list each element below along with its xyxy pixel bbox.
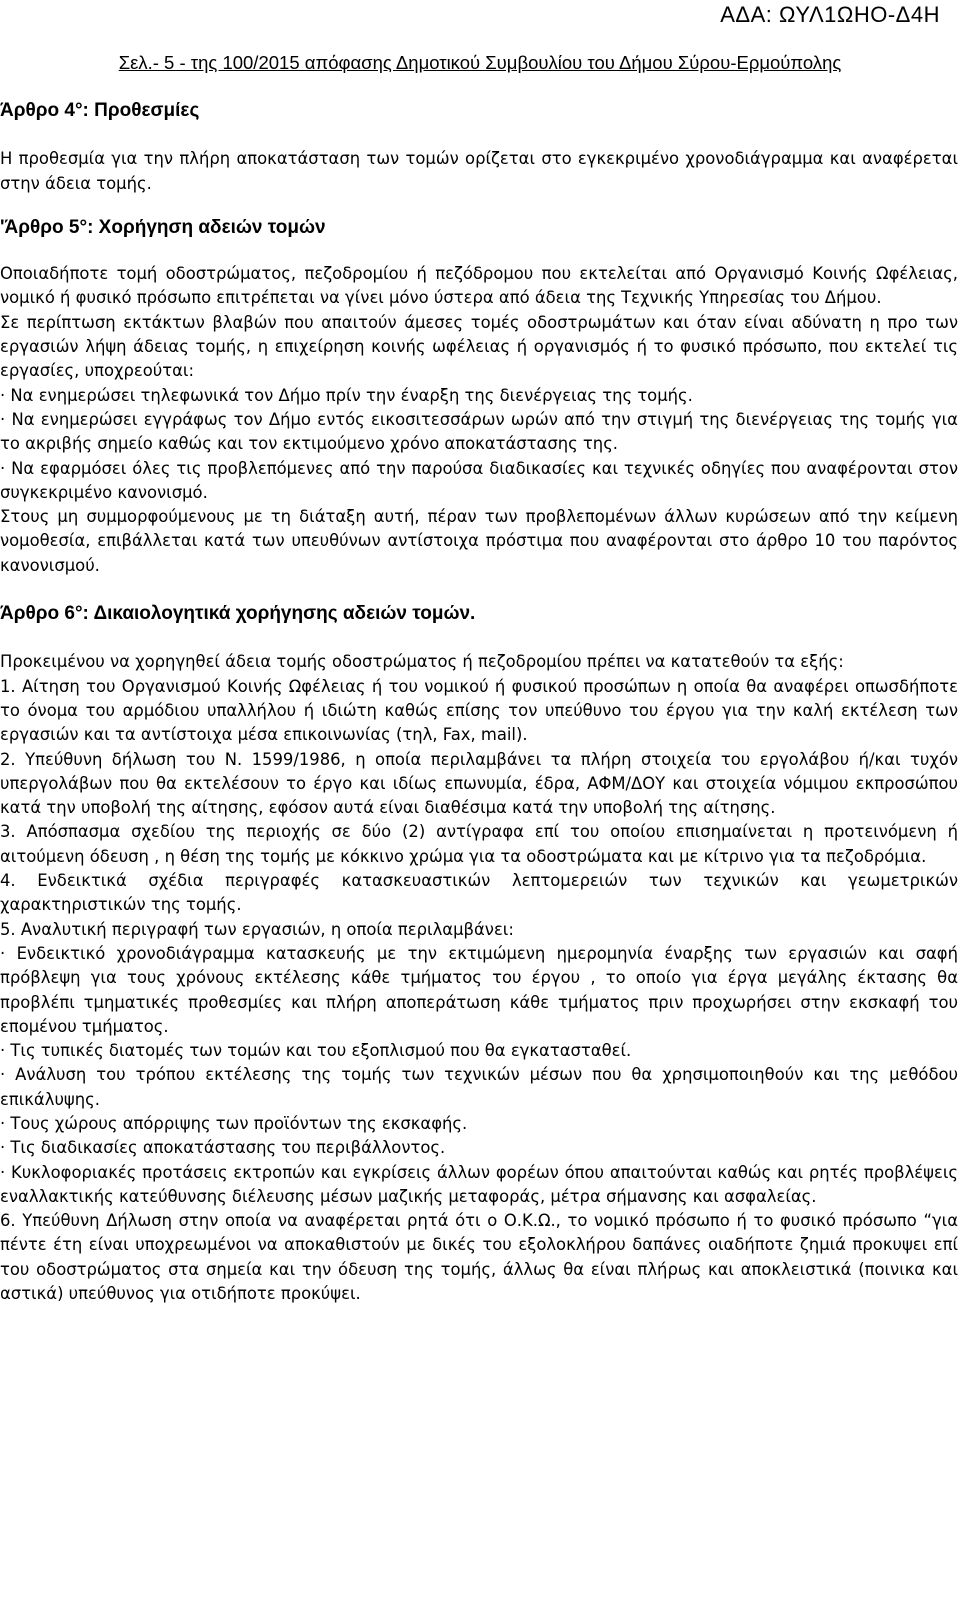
article-6-item-5-bullet-2: · Τις τυπικές διατομές των τομών και του εξοπλισμού που θα εγκατασταθεί. — [0, 1041, 632, 1061]
article-4-title: Άρθρο 4°: Προθεσμίες — [0, 100, 200, 121]
article-6-item-5: 5. Αναλυτική περιγραφή των εργασιών, η οποία περιλαμβάνει: — [0, 919, 514, 939]
article-5-bullet-1: · Να ενημερώσει τηλεφωνικά τον Δήμο πρίν την έναρξη της διενέργειας της τομής. — [0, 385, 693, 405]
article-6-item-5-bullet-3: · Ανάλυση του τρόπου εκτέλεσης της τομής των τεχνικών μέσων που θα χρησιμοποιηθούν και της μεθόδου επικάλυψης. — [0, 1065, 958, 1109]
article-5-title: 'Άρθρο 5°: Χορήγηση αδειών τομών — [0, 216, 326, 238]
article-6-item-4: 4. Ενδεικτικά σχέδια περιγραφές κατασκευαστικών λεπτομερειών των τεχνικών και γεωμετρικών χαρακτηριστικών της τομής. — [0, 871, 958, 915]
article-6-intro: Προκειμένου να χορηγηθεί άδεια τομής οδοστρώματος ή πεζοδρομίου πρέπει να κατατεθούν τα εξής: — [0, 652, 844, 672]
article-5-paragraph-2: Σε περίπτωση εκτάκτων βλαβών που απαιτούν άμεσες τομές οδοστρωμάτων και όταν είναι αδύνατη η προ των εργασιών λήψη άδειας τομής, η επιχείρηση κοινής ωφέλειας ή οργανισμός ή το φυσικό πρόσωπο, που εκτελεί τις εργασίες, υποχρεούται: — [0, 312, 958, 381]
article-4-paragraph: Η προθεσμία για την πλήρη αποκατάσταση των τομών ορίζεται στο εγκεκριμένο χρονοδιάγραμμα και αναφέρεται στην άδεια τομής. — [0, 149, 958, 193]
article-6-title: Άρθρο 6°: Δικαιολογητικά χορήγησης αδειών τομών. — [0, 603, 476, 625]
article-6-item-5-bullet-4: · Τους χώρους απόρριψης των προϊόντων της εκσκαφής. — [0, 1113, 468, 1133]
article-6-item-5-bullet-5: · Τις διαδικασίες αποκατάστασης του περιβάλλοντος. — [0, 1138, 446, 1158]
article-6-item-1: 1. Αίτηση του Οργανισμού Κοινής Ωφέλειας ή του νομικού ή φυσικού προσώπων η οποία θα αναφέρει οπωσδήποτε το όνομα του αρμόδιου υπαλλήλου ή ιδιώτη καθώς επίσης τον υπεύθυνο του έργου για την καλή εκτέλεση των εργασιών και τα αντίστοιχα μέσα επικοινωνίας (τηλ, Fax, mail). — [0, 676, 958, 745]
article-6-item-5-bullet-1: · Ενδεικτικό χρονοδιάγραμμα κατασκευής με την εκτιμώμενη ημερομηνία έναρξης των εργασιών και σαφή πρόβλεψη για τους χρόνους εκτέλεσης κάθε τμήματος του έργου , το οποίο για έργα μεγάλης έκτασης θα προβλέπι τμηματικές προθεσμίες και πλήρη αποπεράτωση κάθε τμήματος πριν προχωρήσει στην εκσκαφή του επομένου τμήματος. — [0, 943, 958, 1036]
article-5-bullet-3: · Να εφαρμόσει όλες τις προβλεπόμενες από την παρούσα διαδικασίες και τεχνικές οδηγίες που αναφέρονται στον συγκεκριμένο κανονισμό. — [0, 458, 958, 502]
article-5-paragraph-3: Στους μη συμμορφούμενους με τη διάταξη αυτή, πέραν των προβλεπομένων άλλων κυρώσεων από την κείμενη νομοθεσία, επιβάλλεται κατά των υπευθύνων αντίστοιχα πρόστιμα που αναφέρονται στο άρθρο 10 του παρόντος κανονισμού. — [0, 507, 958, 575]
document-body — [0, 99, 958, 1306]
article-5-bullet-2: · Να ενημερώσει εγγράφως τον Δήμο εντός εικοσιτεσσάρων ωρών από την στιγμή της διενέργειας της τομής για το ακριβής σημείο καθώς και τον εκτιμούμενο χρόνο αποκατάστασης της. — [0, 409, 958, 454]
article-6-item-2: 2. Υπεύθυνη δήλωση του Ν. 1599/1986, η οποία περιλαμβάνει τα πλήρη στοιχεία του εργολάβου ή/και τυχόν υπεργολάβων που θα εκτελέσουν το έργο και ιδίως επωνυμία, έδρα, ΑΦΜ/ΔΟΥ και στοιχεία νόμιμου εκπροσώπου κατά την υποβολή της αίτησης, εφόσον αυτά είναι διαθέσιμα κατά την υποβολή της αίτησης. — [0, 749, 958, 818]
article-6-item-5-bullet-6: · Κυκλοφοριακές προτάσεις εκτροπών και εγκρίσεις άλλων φορέων όπου απαιτούνται καθώς και ρητές προβλέψεις εναλλακτικής κατεύθυνσης διέλευσης μέσων μαζικής μεταφοράς, μέτρα σήμανσης και ασφαλείας. — [0, 1162, 958, 1206]
page-subtitle: Σελ.- 5 - της 100/2015 απόφασης Δημοτικού Συμβουλίου του Δήμου Σύρου-Ερμούπολης — [118, 52, 842, 73]
article-5-paragraph-1: Οποιαδήποτε τομή οδοστρώματος, πεζοδρομίου ή πεζόδρομου που εκτελείται από Οργανισμό Κοινής Ωφέλειας, νομικό ή φυσικό πρόσωπο επιτρέπεται να γίνει μόνο ύστερα από άδεια της Τεχνικής Υπηρεσίας του Δήμου. — [0, 264, 958, 308]
ada-code: ΑΔΑ: ΩΥΛ1ΩΗΟ-Δ4Η — [720, 2, 940, 27]
article-6-item-6: 6. Υπεύθυνη Δήλωση στην οποία να αναφέρεται ρητά ότι ο Ο.Κ.Ω., το νομικό πρόσωπο ή το φυσικό πρόσωπο “για πέντε έτη είναι υποχρεωμένοι να αποκαθιστούν με δικές του εξολοκλήρου δαπάνες οιαδήποτε ζημιά προκυψει επί του οδοστρώματος στα σημεία και την όδευση της τομής, άλλως θα είναι πλήρως και αποκλειστικά (ποινικα και αστικά) υπεύθυνος για οτιδήποτε προκύψει. — [0, 1211, 958, 1304]
article-6-item-3: 3. Απόσπασμα σχεδίου της περιοχής σε δύο (2) αντίγραφα επί του οποίου επισημαίνεται η προτεινόμενη ή αιτούμενη όδευση , η θέση της τομής με κόκκινο χρώμα για τα οδοστρώματα και με κίτρινο για τα πεζοδρόμια. — [0, 822, 958, 866]
